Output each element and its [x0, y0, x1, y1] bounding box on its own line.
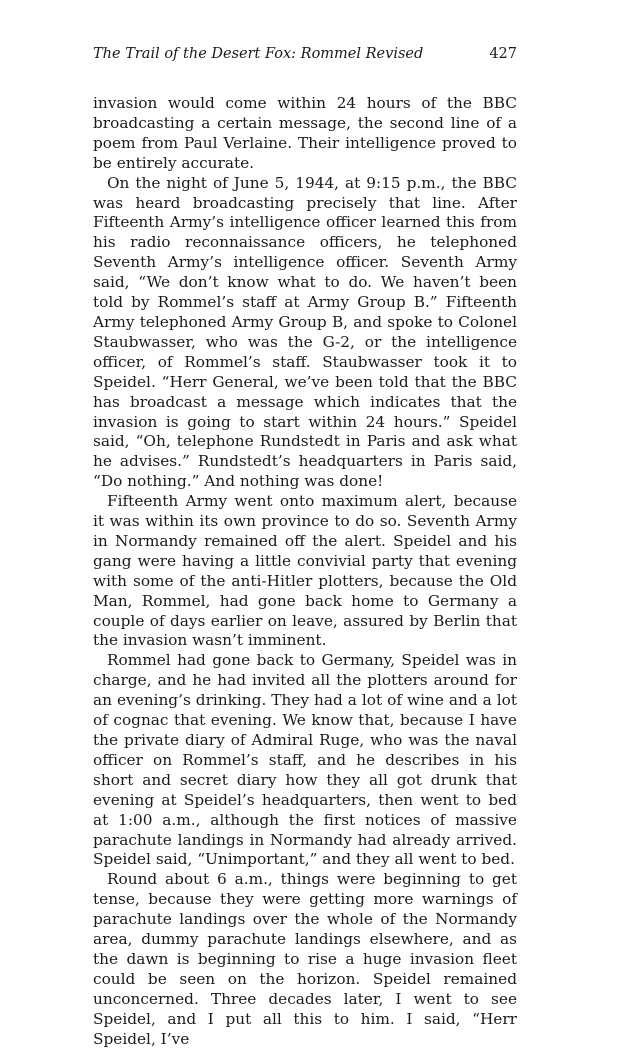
- running-title: The Trail of the Desert Fox: Rommel Revised: [93, 46, 424, 62]
- page-number: 427: [489, 46, 517, 62]
- paragraph: Round about 6 a.m., things were beginning to get tense, because they were getting more warnings of parachute landings over the whole of the Normandy area, dummy parachute landings elsewhere, and as the dawn is beginning to rise a huge invasion fleet could be seen on the horizon. Speidel remained unconcerned. Three decades later, I went to see Speidel, and I put all this to him. I said, “Herr Speidel, I’ve: [93, 870, 517, 1048]
- page-header: [93, 46, 517, 68]
- paragraph: Fifteenth Army went onto maximum alert, because it was within its own province to do so. Seventh Army in Normandy remained off the alert. Speidel and his gang were having a little convivial party that evening with some of the anti-Hitler plotters, because the Old Man, Rommel, had gone back home to Germany a couple of days earlier on leave, assured by Berlin that the invasion wasn’t imminent.: [93, 492, 517, 650]
- paragraph: Rommel had gone back to Germany, Speidel was in charge, and he had invited all the plotters around for an evening’s drinking. They had a lot of wine and a lot of cognac that evening. We know that, because I have the private diary of Admiral Ruge, who was the naval officer on Rommel’s staff, and he describes in his short and secret diary how they all got drunk that evening at Speidel’s headquarters, then went to bed at 1:00 a.m., although the first notices of massive parachute landings in Normandy had already arrived. Speidel said, “Unimportant,” and they all went to bed.: [93, 651, 517, 869]
- paragraph-continued: invasion would come within 24 hours of the BBC broadcasting a certain message, the second line of a poem from Paul Verlaine. Their intelligence proved to be entirely accurate.: [93, 94, 517, 172]
- paragraph: On the night of June 5, 1944, at 9:15 p.m., the BBC was heard broadcasting precisely that line. After Fifteenth Army’s intelligence officer learned this from his radio reconnaissance officers, he telephoned Seventh Army’s intelligence officer. Seventh Army said, “We don’t know what to do. We haven’t been told by Rommel’s staff at Army Group B.” Fifteenth Army telephoned Army Group B, and spoke to Colonel Staubwasser, who was the G-2, or the intelligence officer, of Rommel’s staff. Staubwasser took it to Speidel. “Herr General, we’ve been told that the BBC has broadcast a message which indicates that the invasion is going to start within 24 hours.” Speidel said, “Oh, telephone Rundstedt in Paris and ask what he advises.” Rundstedt’s headquarters in Paris said, “Do nothing.” And nothing was done!: [93, 173, 517, 491]
- body-text: [93, 94, 517, 1050]
